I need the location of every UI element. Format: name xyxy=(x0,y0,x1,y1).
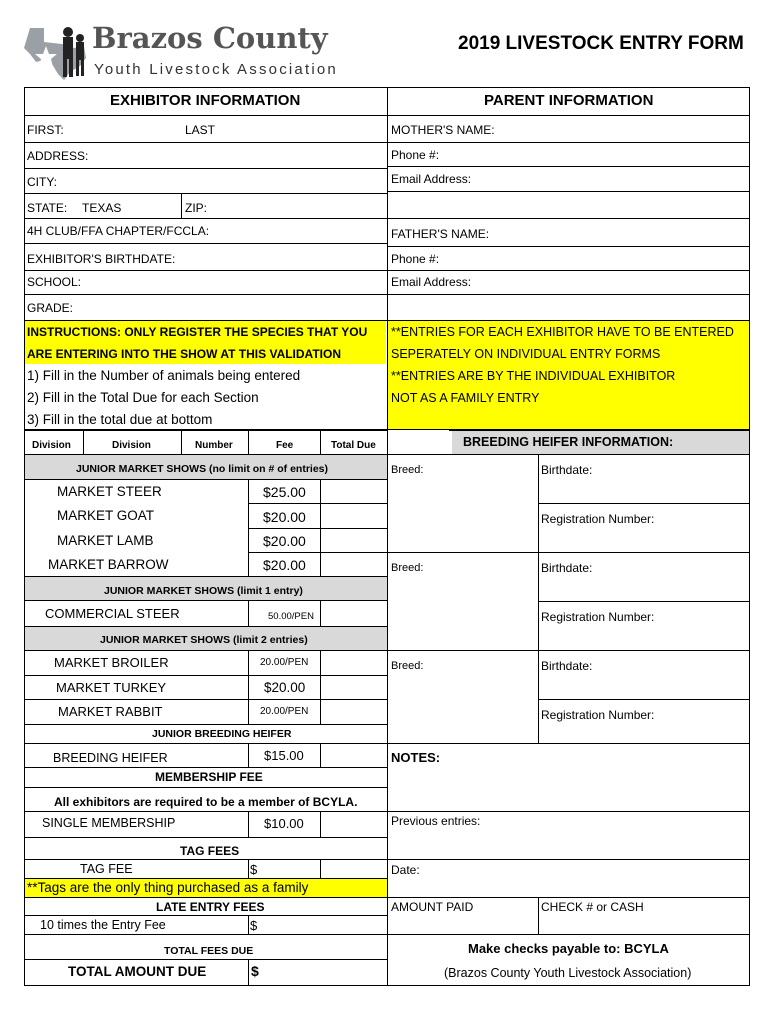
item-tag-fee: TAG FEE xyxy=(80,862,133,876)
membership-note: All exhibitors are required to be a member of BCYLA. xyxy=(54,795,358,809)
mother-phone-label: Phone #: xyxy=(391,148,440,162)
item-commercial-steer: COMMERCIAL STEER xyxy=(45,606,180,621)
exhibitor-heading: EXHIBITOR INFORMATION xyxy=(110,92,301,109)
city-label: CITY: xyxy=(27,175,58,189)
texas-silhouette-icon xyxy=(22,24,92,82)
check-cash-label: CHECK # or CASH xyxy=(541,900,644,914)
item-market-rabbit: MARKET RABBIT xyxy=(58,704,163,719)
section-junior-market: JUNIOR MARKET SHOWS (no limit on # of entries) xyxy=(76,463,329,475)
section-junior-breeding: JUNIOR BREEDING HEIFER xyxy=(152,728,292,740)
logo-subtitle: Youth Livestock Association xyxy=(94,61,338,78)
fee-market-lamb: $20.00 xyxy=(263,533,306,549)
birthdate-label: EXHIBITOR'S BIRTHDATE: xyxy=(27,252,176,266)
payable-to-full: (Brazos County Youth Livestock Association) xyxy=(444,966,692,980)
total-amount-due-value: $ xyxy=(251,963,259,979)
fee-breeding-heifer: $15.00 xyxy=(264,748,304,763)
item-breeding-heifer: BREEDING HEIFER xyxy=(53,751,168,765)
fee-late-fee: $ xyxy=(250,918,258,933)
col-number: Number xyxy=(195,440,233,451)
item-single-membership: SINGLE MEMBERSHIP xyxy=(42,816,176,830)
fee-single-membership: $10.00 xyxy=(264,816,304,831)
payable-to: Make checks payable to: BCYLA xyxy=(468,941,669,956)
fee-market-broiler: 20.00/PEN xyxy=(260,657,309,668)
logo-title: Brazos County xyxy=(92,21,328,55)
heifer-3-birthdate-label: Birthdate: xyxy=(541,659,593,673)
mother-email-label: Email Address: xyxy=(391,172,472,186)
form-title: 2019 LIVESTOCK ENTRY FORM xyxy=(458,33,744,54)
father-email-label: Email Address: xyxy=(391,275,472,289)
amount-paid-label: AMOUNT PAID xyxy=(391,900,474,914)
col-division-1: Division xyxy=(32,440,71,451)
instructions-line-2: ARE ENTERING INTO THE SHOW AT THIS VALIDATION xyxy=(27,347,341,361)
instructions-step-3: 3) Fill in the total due at bottom xyxy=(27,412,213,427)
fee-tag-fee: $ xyxy=(250,862,258,877)
address-label: ADDRESS: xyxy=(27,149,89,163)
entries-note-1: **ENTRIES FOR EACH EXHIBITOR HAVE TO BE ENTERED xyxy=(391,325,734,339)
section-late-fees: LATE ENTRY FEES xyxy=(156,900,265,914)
heifer-2-registration-label: Registration Number: xyxy=(541,610,655,624)
fee-market-rabbit: 20.00/PEN xyxy=(260,706,309,717)
mother-name-label: MOTHER'S NAME: xyxy=(391,123,495,137)
father-name-label: FATHER'S NAME: xyxy=(391,227,490,241)
heifer-1-registration-label: Registration Number: xyxy=(541,512,655,526)
section-tag-fees: TAG FEES xyxy=(180,844,240,858)
date-label: Date: xyxy=(391,863,420,877)
last-name-label: LAST xyxy=(185,123,216,137)
item-market-barrow: MARKET BARROW xyxy=(48,557,169,572)
section-membership: MEMBERSHIP FEE xyxy=(155,770,263,784)
heifer-2-breed-label: Breed: xyxy=(391,562,424,574)
item-late-fee: 10 times the Entry Fee xyxy=(40,918,166,932)
item-market-turkey: MARKET TURKEY xyxy=(56,680,167,695)
item-market-goat: MARKET GOAT xyxy=(57,508,155,523)
fee-market-steer: $25.00 xyxy=(263,484,306,500)
heifer-1-breed-label: Breed: xyxy=(391,464,424,476)
item-market-steer: MARKET STEER xyxy=(57,484,162,499)
col-fee: Fee xyxy=(276,440,294,451)
zip-label: ZIP: xyxy=(185,201,208,215)
logo xyxy=(22,18,392,84)
fee-market-turkey: $20.00 xyxy=(264,680,306,695)
notes-heading: NOTES: xyxy=(391,750,441,765)
previous-entries-label: Previous entries: xyxy=(391,814,481,828)
item-market-broiler: MARKET BROILER xyxy=(54,655,169,670)
tag-note: **Tags are the only thing purchased as a family xyxy=(27,880,309,895)
heifer-heading: BREEDING HEIFER INFORMATION: xyxy=(463,435,674,449)
state-value: TEXAS xyxy=(82,201,122,215)
heifer-3-breed-label: Breed: xyxy=(391,660,424,672)
heifer-1-birthdate-label: Birthdate: xyxy=(541,463,593,477)
col-total-due: Total Due xyxy=(331,440,376,451)
grade-label: GRADE: xyxy=(27,301,74,315)
item-market-lamb: MARKET LAMB xyxy=(57,533,154,548)
entries-note-2: SEPERATELY ON INDIVIDUAL ENTRY FORMS xyxy=(391,347,661,361)
col-division-2: Division xyxy=(112,440,151,451)
club-label: 4H CLUB/FFA CHAPTER/FCCLA: xyxy=(27,224,210,238)
father-phone-label: Phone #: xyxy=(391,252,440,266)
section-junior-market-limit-2: JUNIOR MARKET SHOWS (limit 2 entries) xyxy=(100,634,308,646)
state-label: STATE: xyxy=(27,201,68,215)
fee-market-goat: $20.00 xyxy=(263,509,306,525)
first-name-label: FIRST: xyxy=(27,123,64,137)
instructions-step-1: 1) Fill in the Number of animals being entered xyxy=(27,368,301,383)
fee-market-barrow: $20.00 xyxy=(263,557,306,573)
entries-note-4: NOT AS A FAMILY ENTRY xyxy=(391,391,540,405)
total-amount-due-label: TOTAL AMOUNT DUE xyxy=(68,964,207,979)
school-label: SCHOOL: xyxy=(27,275,82,289)
section-total-fees: TOTAL FEES DUE xyxy=(164,945,254,957)
instructions-line-1: INSTRUCTIONS: ONLY REGISTER THE SPECIES THAT YOU xyxy=(27,325,368,339)
fee-commercial-steer: 50.00/PEN xyxy=(268,611,314,622)
heifer-3-registration-label: Registration Number: xyxy=(541,708,655,722)
parent-heading: PARENT INFORMATION xyxy=(484,92,654,109)
section-junior-market-limit-1: JUNIOR MARKET SHOWS (limit 1 entry) xyxy=(104,585,303,597)
entries-note-3: **ENTRIES ARE BY THE INDIVIDUAL EXHIBITOR xyxy=(391,369,676,383)
heifer-2-birthdate-label: Birthdate: xyxy=(541,561,593,575)
instructions-step-2: 2) Fill in the Total Due for each Section xyxy=(27,390,259,405)
